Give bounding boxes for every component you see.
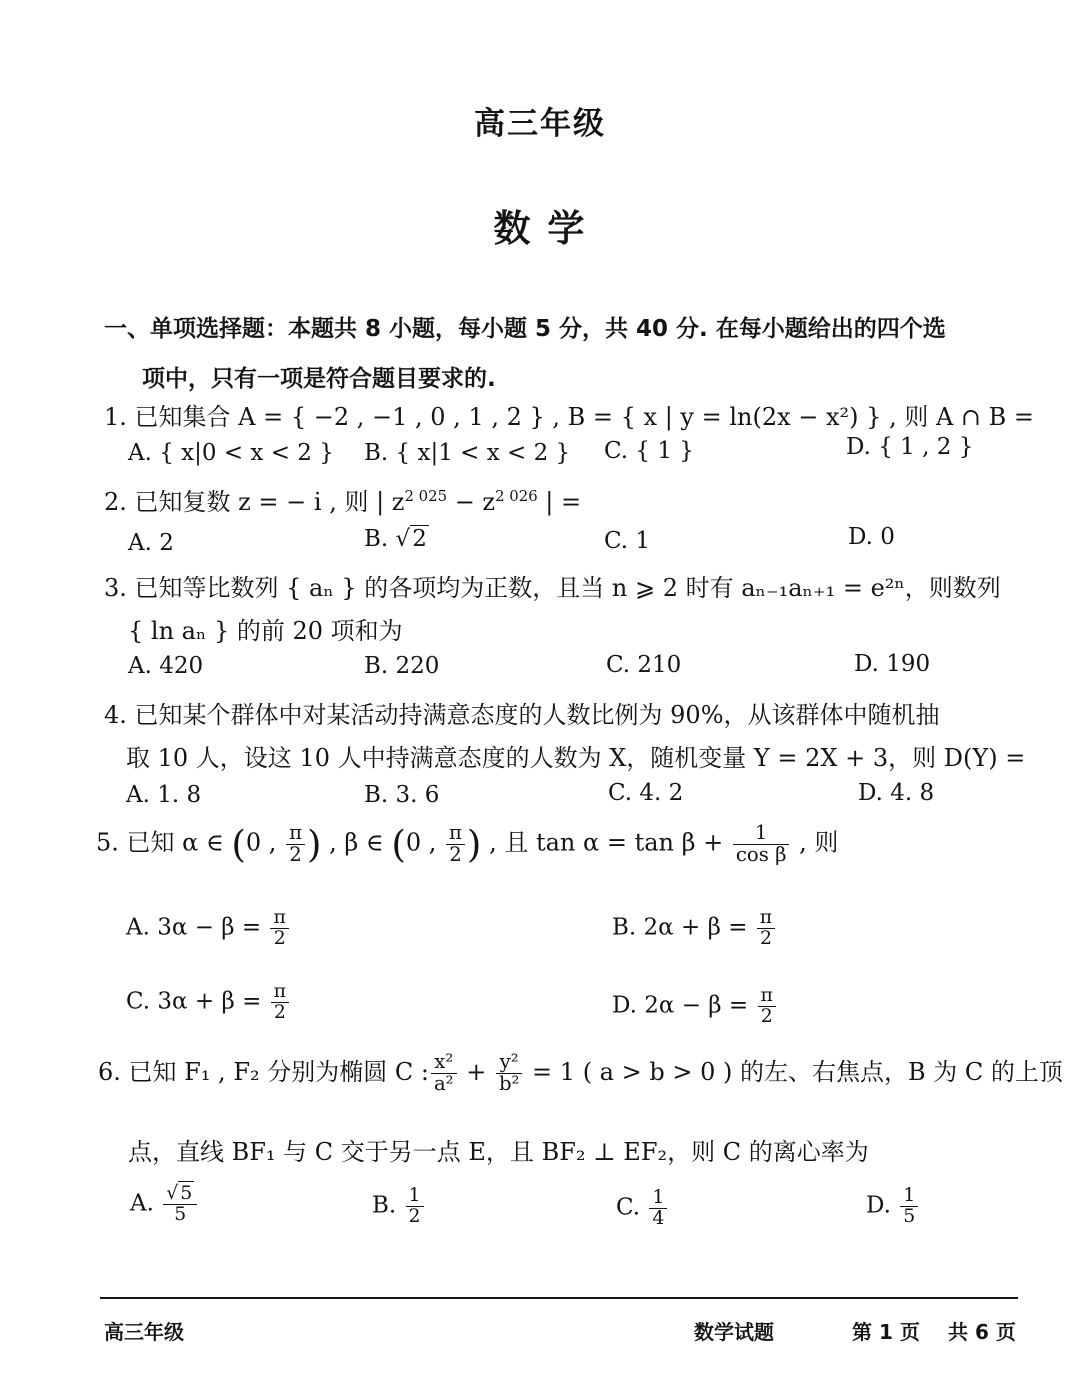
question-5-option-a: A. 3α − β = $\frac{\pi}{2}$ bbox=[126, 908, 291, 949]
grade-title: 高三年级 bbox=[474, 106, 606, 142]
question-1-option-a: A. { x|0 < x < 2 } bbox=[128, 440, 334, 466]
pi-over-2-fraction: $\frac{\pi}{2}$ bbox=[446, 823, 465, 865]
question-4-stem-line2: 取 10 人，设这 10 人中持满意态度的人数为 X，随机变量 Y = 2X + 3，则 D(Y) = bbox=[126, 744, 1026, 772]
question-6-option-a: A. $\frac{√ 5}{5}$ bbox=[130, 1184, 199, 1225]
question-1-stem: 1. 已知集合 A = { −2 , −1 , 0 , 1 , 2 } , B = { x | y = ln(2x − x²) } , 则 A ∩ B = bbox=[104, 403, 1035, 431]
section-heading-line2: 项中，只有一项是符合题目要求的. bbox=[142, 366, 496, 392]
question-1-option-c: C. { 1 } bbox=[604, 438, 694, 464]
question-3-option-d: D. 190 bbox=[854, 651, 931, 677]
question-4-option-a: A. 1. 8 bbox=[126, 782, 202, 808]
question-1-option-d: D. { 1 , 2 } bbox=[846, 434, 974, 460]
question-3-option-c: C. 210 bbox=[606, 652, 682, 678]
question-3-option-a: A. 420 bbox=[128, 653, 204, 679]
question-3-option-b: B. 220 bbox=[364, 653, 440, 679]
question-6-option-c: C. $\frac{1}{4}$ bbox=[616, 1188, 669, 1229]
section-heading-line1: 一、单项选择题：本题共 8 小题，每小题 5 分，共 40 分. 在每小题给出的四个选 bbox=[104, 316, 946, 342]
question-6-stem-line2: 点，直线 BF₁ 与 C 交于另一点 E，且 BF₂ ⊥ EF₂，则 C 的离心率为 bbox=[128, 1138, 869, 1166]
subject-title: 数 学 bbox=[493, 207, 587, 250]
question-5-option-b: B. 2α + β = $\frac{\pi}{2}$ bbox=[612, 908, 777, 949]
question-5-option-c: C. 3α + β = $\frac{\pi}{2}$ bbox=[126, 982, 291, 1023]
question-4-option-d: D. 4. 8 bbox=[858, 780, 935, 806]
question-4-stem-line1: 4. 已知某个群体中对某活动持满意态度的人数比例为 90%，从该群体中随机抽 bbox=[104, 701, 940, 729]
question-2-option-b: B. √2 bbox=[364, 526, 427, 552]
question-3-stem-line2: { ln aₙ } 的前 20 项和为 bbox=[128, 617, 403, 645]
question-5-stem: 5. 已知 α ∈ (0 , $\frac{\pi}{2}$ ) , β ∈ (0 , $\frac{\pi}{2}$ ) , 且 tan α = tan β + $\frac{1}{\text{cos β}}$ , 则 bbox=[96, 820, 839, 866]
question-2-option-d: D. 0 bbox=[848, 524, 895, 550]
question-3-stem-line1: 3. 已知等比数列 { aₙ } 的各项均为正数，且当 n ⩾ 2 时有 aₙ₋₁aₙ₊₁ = e²ⁿ，则数列 bbox=[104, 574, 1001, 602]
footer-page-number: 第 1 页 bbox=[852, 1320, 920, 1344]
footer-total-pages: 共 6 页 bbox=[948, 1320, 1016, 1344]
question-1-option-b: B. { x|1 < x < 2 } bbox=[364, 440, 571, 466]
footer-divider bbox=[100, 1297, 1018, 1299]
question-4-option-b: B. 3. 6 bbox=[364, 782, 440, 808]
question-5-option-d: D. 2α − β = $\frac{\pi}{2}$ bbox=[612, 986, 778, 1027]
question-2-option-a: A. 2 bbox=[128, 530, 174, 556]
footer-subject: 数学试题 bbox=[694, 1320, 774, 1344]
question-6-option-b: B. $\frac{1}{2}$ bbox=[372, 1186, 426, 1227]
footer-grade: 高三年级 bbox=[104, 1320, 184, 1344]
question-2-stem: 2. 已知复数 z = − i , 则 | $z^{2 025} - z^{2 026}$ | = bbox=[104, 487, 582, 516]
question-4-option-c: C. 4. 2 bbox=[608, 780, 684, 806]
pi-over-2-fraction: $\frac{\pi}{2}$ bbox=[286, 823, 305, 865]
question-6-option-d: D. $\frac{1}{5}$ bbox=[866, 1186, 920, 1227]
question-2-option-c: C. 1 bbox=[604, 528, 651, 554]
one-over-cos-fraction: $\frac{1}{\text{cos β}}$ bbox=[733, 823, 790, 865]
question-6-stem-line1: 6. 已知 F₁ , F₂ 分别为椭圆 C : $\frac{\text{x²}}{\text{a²}}$ + $\frac{\text{y²}}{\text{b²}}$ = 1 ( a > b > 0 ) 的左、右焦点，B 为 C 的上顶 bbox=[98, 1050, 1063, 1095]
